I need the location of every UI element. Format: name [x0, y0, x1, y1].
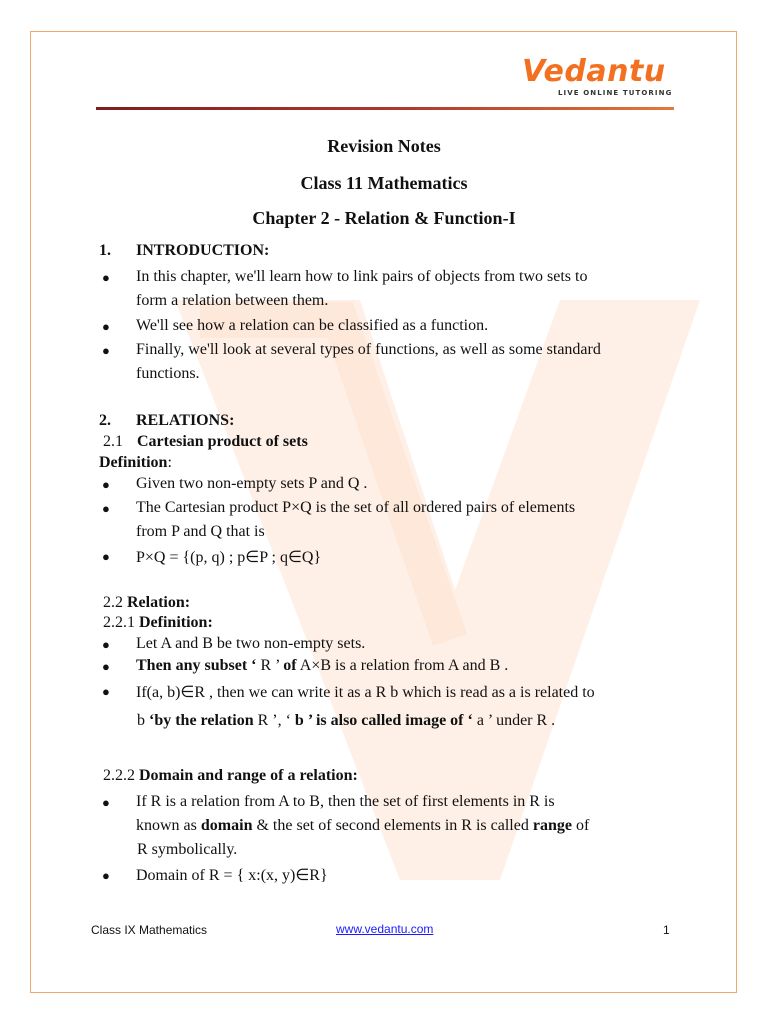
subsection-number: 2.1 — [103, 433, 123, 450]
subsection-heading: 2.2.1 Definition: — [103, 614, 213, 631]
bullet-icon: ● — [102, 637, 110, 652]
bullet-icon: ● — [102, 477, 110, 492]
formula: Domain of R = { x:(x, y)∈R} — [136, 867, 328, 884]
body-text: R symbolically. — [137, 841, 238, 858]
intro-text: Finally, we'll look at several types of functions, as well as some standard — [136, 341, 601, 358]
body-text: Then any subset ‘ R ’ of A×B is a relation from A and B . — [136, 657, 509, 674]
body-text: If(a, b)∈R , then we can write it as a R b which is read as a is related to — [136, 684, 595, 701]
footer-course: Class IX Mathematics — [91, 923, 208, 937]
section-number: 2. — [99, 412, 111, 429]
bullet-icon: ● — [102, 343, 110, 358]
intro-text: We'll see how a relation can be classified as a function. — [136, 317, 489, 334]
header-divider — [96, 107, 674, 110]
definition-label: Definition: — [99, 454, 172, 471]
vedantu-logo — [522, 54, 673, 100]
subsection-heading: 2.2 Relation: — [103, 594, 191, 611]
subsection-heading: 2.2.2 Domain and range of a relation: — [103, 767, 358, 784]
section-heading-relations: RELATIONS: — [136, 412, 235, 429]
page-number: 1 — [663, 923, 670, 937]
bullet-icon: ● — [102, 319, 110, 334]
intro-text: functions. — [136, 365, 200, 382]
section-heading-introduction: INTRODUCTION: — [136, 242, 270, 259]
bullet-icon: ● — [102, 659, 110, 674]
body-text: Let A and B be two non-empty sets. — [136, 635, 366, 652]
formula: P×Q = {(p, q) ; p∈P ; q∈Q} — [136, 549, 322, 566]
intro-text: form a relation between them. — [136, 292, 329, 309]
brand-name: Vedantu — [522, 54, 666, 89]
subsection-heading: Cartesian product of sets — [137, 433, 308, 450]
bullet-icon: ● — [102, 501, 110, 516]
body-text: from P and Q that is — [136, 523, 265, 540]
body-text: If R is a relation from A to B, then the set of first elements in R is — [136, 793, 555, 810]
brand-tagline: LIVE ONLINE TUTORING — [558, 89, 673, 97]
doc-title: Revision Notes — [327, 136, 441, 156]
bullet-icon: ● — [102, 795, 110, 810]
footer-website-link[interactable]: www.vedantu.com — [336, 922, 434, 936]
body-text: The Cartesian product P×Q is the set of all ordered pairs of elements — [136, 499, 576, 516]
bullet-icon: ● — [102, 868, 110, 883]
bullet-icon: ● — [102, 549, 110, 564]
body-text: known as domain & the set of second elements in R is called range of — [136, 817, 590, 834]
section-number: 1. — [99, 242, 111, 259]
body-text: Given two non-empty sets P and Q . — [136, 475, 368, 492]
body-text: b ‘by the relation R ’, ‘ b ’ is also called image of ‘ a ’ under R . — [137, 712, 556, 729]
bullet-icon: ● — [102, 270, 110, 285]
doc-subtitle: Class 11 Mathematics — [300, 173, 468, 193]
bullet-icon: ● — [102, 684, 110, 699]
chapter-title: Chapter 2 - Relation & Function-I — [252, 208, 516, 228]
intro-text: In this chapter, we'll learn how to link pairs of objects from two sets to — [136, 268, 588, 285]
